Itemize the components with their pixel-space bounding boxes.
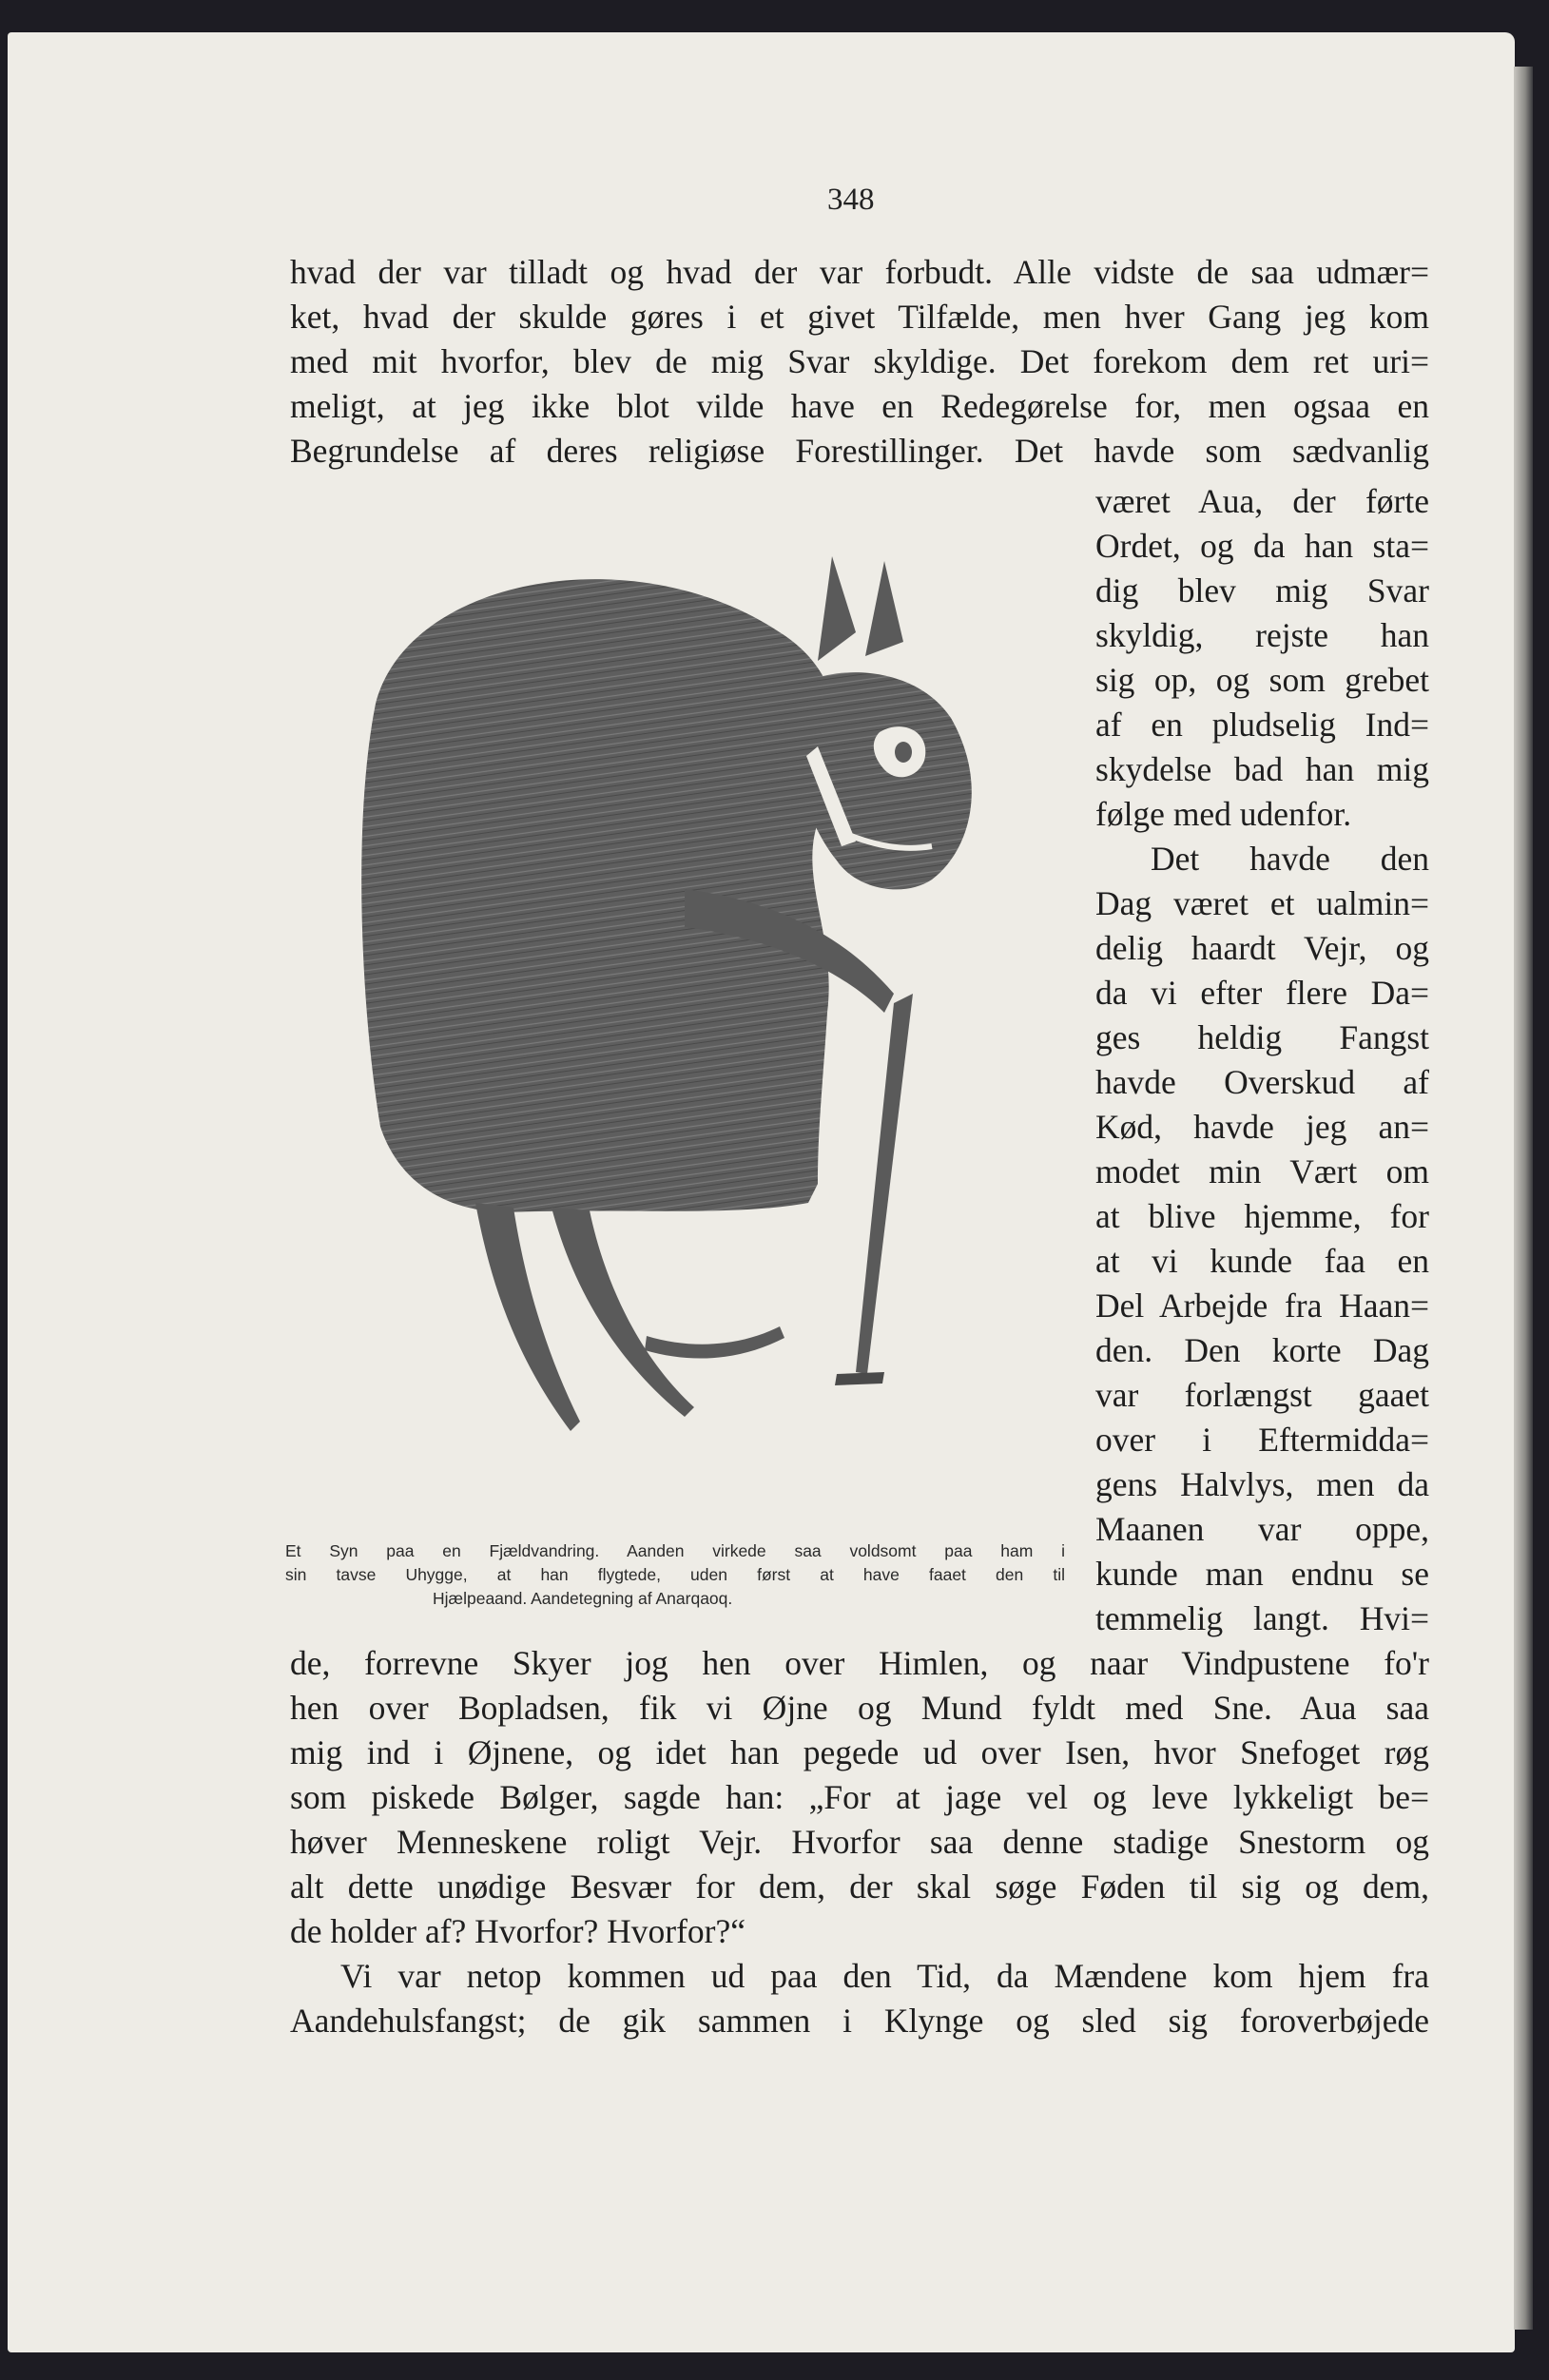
- figure-caption: Et Syn paa en Fjældvandring. Aanden virkede saa voldsomt paa ham i: [285, 1541, 1065, 1560]
- side-column-line: den. Den korte Dag: [1095, 1331, 1429, 1369]
- side-column-line: Maanen var oppe,: [1095, 1510, 1429, 1548]
- body-line: Aandehulsfangst; de gik sammen i Klynge og sled sig foroverbøjede: [290, 2002, 1429, 2040]
- side-column-line: delig haardt Vejr, og: [1095, 929, 1429, 967]
- spirit-drawing-illustration: [285, 518, 1065, 1526]
- side-column-line: over i Eftermidda=: [1095, 1421, 1429, 1459]
- body-line: med mit hvorfor, blev de mig Svar skyldige. Det forekom dem ret uri=: [290, 342, 1429, 380]
- side-column-line: skydelse bad han mig: [1095, 750, 1429, 788]
- side-column-line: Ordet, og da han sta=: [1095, 527, 1429, 565]
- side-column-line: havde Overskud af: [1095, 1063, 1429, 1101]
- body-line: høver Menneskene roligt Vejr. Hvorfor saa denne stadige Snestorm og: [290, 1823, 1429, 1861]
- side-column-line: Det havde den: [1151, 840, 1429, 878]
- side-column-line: Del Arbejde fra Haan=: [1095, 1287, 1429, 1325]
- figure-caption: Hjælpeaand. Aandetegning af Anarqaoq.: [433, 1589, 733, 1608]
- side-column-line: været Aua, der førte: [1095, 482, 1429, 520]
- side-column-line: gens Halvlys, men da: [1095, 1465, 1429, 1503]
- side-column-line: følge med udenfor.: [1095, 795, 1352, 833]
- side-column-line: Kød, havde jeg an=: [1095, 1108, 1429, 1146]
- body-line: de, forrevne Skyer jog hen over Himlen, og naar Vindpustene fo'r: [290, 1644, 1429, 1682]
- side-column-line: var forlængst gaaet: [1095, 1376, 1429, 1414]
- body-line: som piskede Bølger, sagde han: „For at jage vel og leve lykkeligt be=: [290, 1778, 1429, 1816]
- body-line: Vi var netop kommen ud paa den Tid, da Mændene kom hjem fra: [340, 1957, 1429, 1995]
- body-line: Begrundelse af deres religiøse Forestillinger. Det havde som sædvanlig: [290, 432, 1429, 470]
- side-column-line: af en pludselig Ind=: [1095, 706, 1429, 744]
- page-edge: [1514, 67, 1533, 2330]
- side-column-line: Dag været et ualmin=: [1095, 884, 1429, 922]
- body-line: ket, hvad der skulde gøres i et givet Tilfælde, men hver Gang jeg kom: [290, 298, 1429, 336]
- body-line: hvad der var tilladt og hvad der var forbudt. Alle vidste de saa udmær=: [290, 253, 1429, 291]
- side-column-line: skyldig, rejste han: [1095, 616, 1429, 654]
- figure-caption: sin tavse Uhygge, at han flygtede, uden først at have faaet den til: [285, 1565, 1065, 1584]
- side-column-line: ges heldig Fangst: [1095, 1018, 1429, 1056]
- body-line: meligt, at jeg ikke blot vilde have en Redegørelse for, men ogsaa en: [290, 387, 1429, 425]
- side-column-line: at blive hjemme, for: [1095, 1197, 1429, 1235]
- body-line: mig ind i Øjnene, og idet han pegede ud over Isen, hvor Snefoget røg: [290, 1733, 1429, 1771]
- side-column-line: da vi efter flere Da=: [1095, 974, 1429, 1012]
- side-column-line: temmelig langt. Hvi=: [1095, 1599, 1429, 1637]
- side-column-line: modet min Vært om: [1095, 1152, 1429, 1190]
- side-column-line: dig blev mig Svar: [1095, 571, 1429, 610]
- side-column-line: at vi kunde faa en: [1095, 1242, 1429, 1280]
- side-column-line: sig op, og som grebet: [1095, 661, 1429, 699]
- page-number: 348: [827, 183, 875, 217]
- side-column-line: kunde man endnu se: [1095, 1555, 1429, 1593]
- body-line: de holder af? Hvorfor? Hvorfor?“: [290, 1912, 746, 1950]
- body-line: alt dette unødige Besvær for dem, der skal søge Føden til sig og dem,: [290, 1867, 1429, 1906]
- body-line: hen over Bopladsen, fik vi Øjne og Mund fyldt med Sne. Aua saa: [290, 1689, 1429, 1727]
